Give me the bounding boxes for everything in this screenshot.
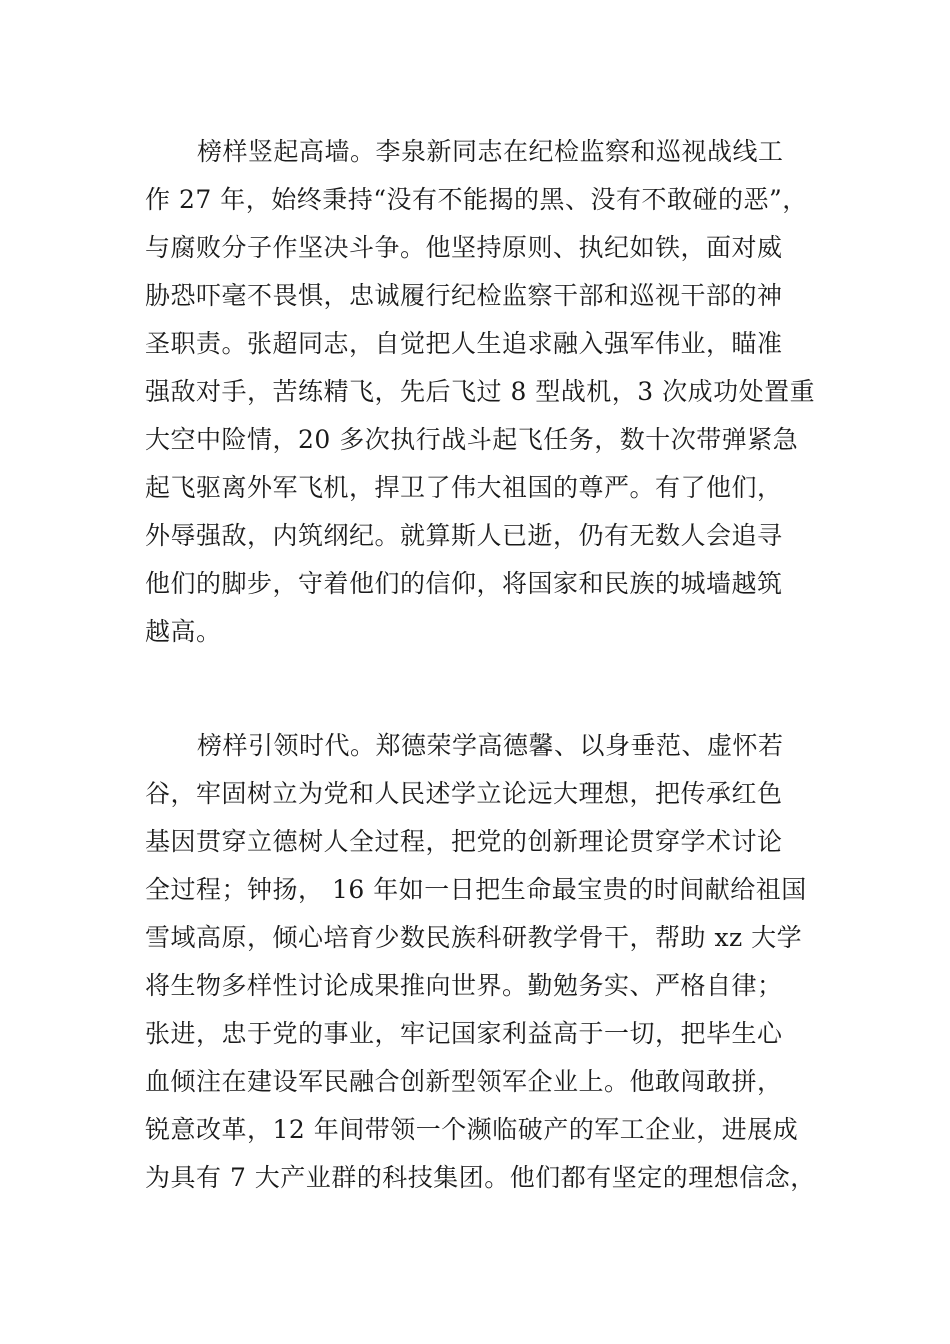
paragraph-line: 雪域高原，倾心培育少数民族科研教学骨干，帮助 xz 大学 <box>145 923 803 952</box>
paragraph-line: 榜样引领时代。郑德荣学高德馨、以身垂范、虚怀若 <box>197 731 784 760</box>
paragraph-line: 他们的脚步，守着他们的信仰，将国家和民族的城墙越筑 <box>145 569 783 598</box>
paragraph-line: 大空中险情，20 多次执行战斗起飞任务，数十次带弹紧急 <box>145 425 799 454</box>
paragraph-line: 作 27 年，始终秉持“没有不能揭的黑、没有不敢碰的恶”， <box>145 185 808 214</box>
paragraph-line: 强敌对手，苦练精飞，先后飞过 8 型战机，3 次成功处置重 <box>145 377 816 406</box>
paragraph-role-models-build-walls <box>145 128 815 656</box>
paragraph-line: 榜样竖起高墙。李泉新同志在纪检监察和巡视战线工 <box>197 137 784 166</box>
paragraph-line: 外辱强敌，内筑纲纪。就算斯人已逝，仍有无数人会追寻 <box>145 521 783 550</box>
paragraph-line: 基因贯穿立德树人全过程，把党的创新理论贯穿学术讨论 <box>145 827 783 856</box>
paragraph-role-models-lead-era <box>145 722 815 1202</box>
paragraph-line: 血倾注在建设军民融合创新型领军企业上。他敢闯敢拼， <box>145 1067 783 1096</box>
paragraph-line: 锐意改革，12 年间带领一个濒临破产的军工企业，进展成 <box>145 1115 799 1144</box>
paragraph-line: 全过程；钟扬， 16 年如一日把生命最宝贵的时间献给祖国 <box>145 875 807 904</box>
paragraph-line: 越高。 <box>145 617 222 646</box>
paragraph-line: 张进，忠于党的事业，牢记国家利益高于一切，把毕生心 <box>145 1019 783 1048</box>
paragraph-line: 为具有 7 大产业群的科技集团。他们都有坚定的理想信念， <box>145 1163 816 1192</box>
paragraph-line: 谷，牢固树立为党和人民述学立论远大理想，把传承红色 <box>145 779 783 808</box>
paragraph-line: 圣职责。张超同志，自觉把人生追求融入强军伟业，瞄准 <box>145 329 783 358</box>
paragraph-line: 胁恐吓毫不畏惧，忠诚履行纪检监察干部和巡视干部的神 <box>145 281 783 310</box>
paragraph-line: 将生物多样性讨论成果推向世界。勤勉务实、严格自律； <box>145 971 783 1000</box>
paragraph-line: 与腐败分子作坚决斗争。他坚持原则、执纪如铁，面对威 <box>145 233 783 262</box>
paragraph-line: 起飞驱离外军飞机，捍卫了伟大祖国的尊严。有了他们， <box>145 473 783 502</box>
